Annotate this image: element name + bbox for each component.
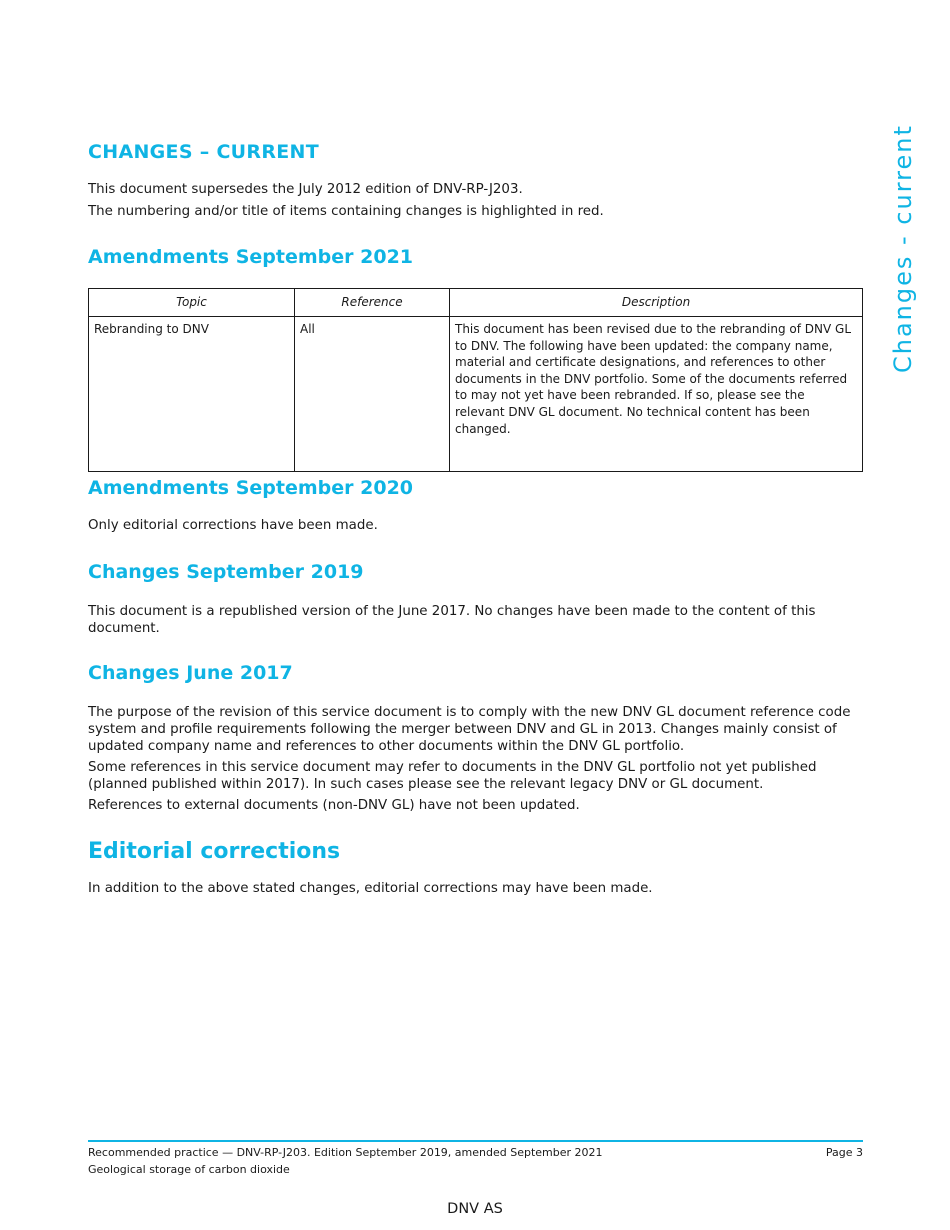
cell-reference: All — [295, 317, 450, 472]
changes-2017-paragraph-3: References to external documents (non-DNV GL) have not been updated. — [88, 798, 580, 813]
footer-organization: DNV AS — [447, 1201, 503, 1217]
table-row — [89, 317, 863, 472]
changes-2019-paragraph: This document is a republished version of the June 2017. No changes have been made to the content of this document. — [88, 604, 816, 636]
changes-2017-paragraph-2: Some references in this service document may refer to documents in the DNV GL portfolio not yet published (planned published within 2017). In such cases please see the relevant legacy DNV or GL document. — [88, 760, 817, 792]
footer-line-2: Geological storage of carbon dioxide — [88, 1163, 290, 1176]
column-header-reference: Reference — [295, 289, 450, 317]
heading-editorial-corrections: Editorial corrections — [88, 839, 341, 864]
footer-document-reference: Recommended practice — DNV-RP-J203. Edition September 2019, amended September 2021 — [88, 1146, 603, 1159]
cell-description: This document has been revised due to the rebranding of DNV GL to DNV. The following have been updated: the company name, material and certificate designations, and references to other documents in the DNV portfolio. Some of the documents referred to may not yet have been rebranded. If so, please see the relevant DNV GL document. No technical content has been changed. — [450, 317, 863, 472]
heading-changes-2017: Changes June 2017 — [88, 662, 293, 684]
column-header-description: Description — [450, 289, 863, 317]
footer-line-1 — [88, 1146, 863, 1160]
heading-amendments-2020: Amendments September 2020 — [88, 477, 414, 499]
column-header-topic: Topic — [89, 289, 295, 317]
footer-divider — [88, 1140, 863, 1142]
changes-table — [88, 288, 863, 472]
table-header-row — [89, 289, 863, 317]
amendments-2020-paragraph: Only editorial corrections have been made. — [88, 518, 378, 533]
editorial-paragraph: In addition to the above stated changes, editorial corrections may have been made. — [88, 881, 653, 896]
heading-amendments-2021: Amendments September 2021 — [88, 246, 414, 268]
intro-paragraph-1: This document supersedes the July 2012 edition of DNV-RP-J203. — [88, 182, 523, 197]
heading-changes-2019: Changes September 2019 — [88, 561, 364, 583]
page-title: CHANGES – CURRENT — [88, 141, 320, 163]
side-tab-label: Changes - current — [889, 124, 917, 373]
intro-paragraph-2: The numbering and/or title of items containing changes is highlighted in red. — [88, 204, 604, 219]
cell-topic: Rebranding to DNV — [89, 317, 295, 472]
footer-page-number: Page 3 — [825, 1146, 863, 1159]
changes-2017-paragraph-1: The purpose of the revision of this service document is to comply with the new DNV GL document reference code system and profile requirements following the merger between DNV and GL in 2013. Changes mainly consist of updated company name and references to other documents within the DNV GL portfolio. — [88, 705, 851, 754]
